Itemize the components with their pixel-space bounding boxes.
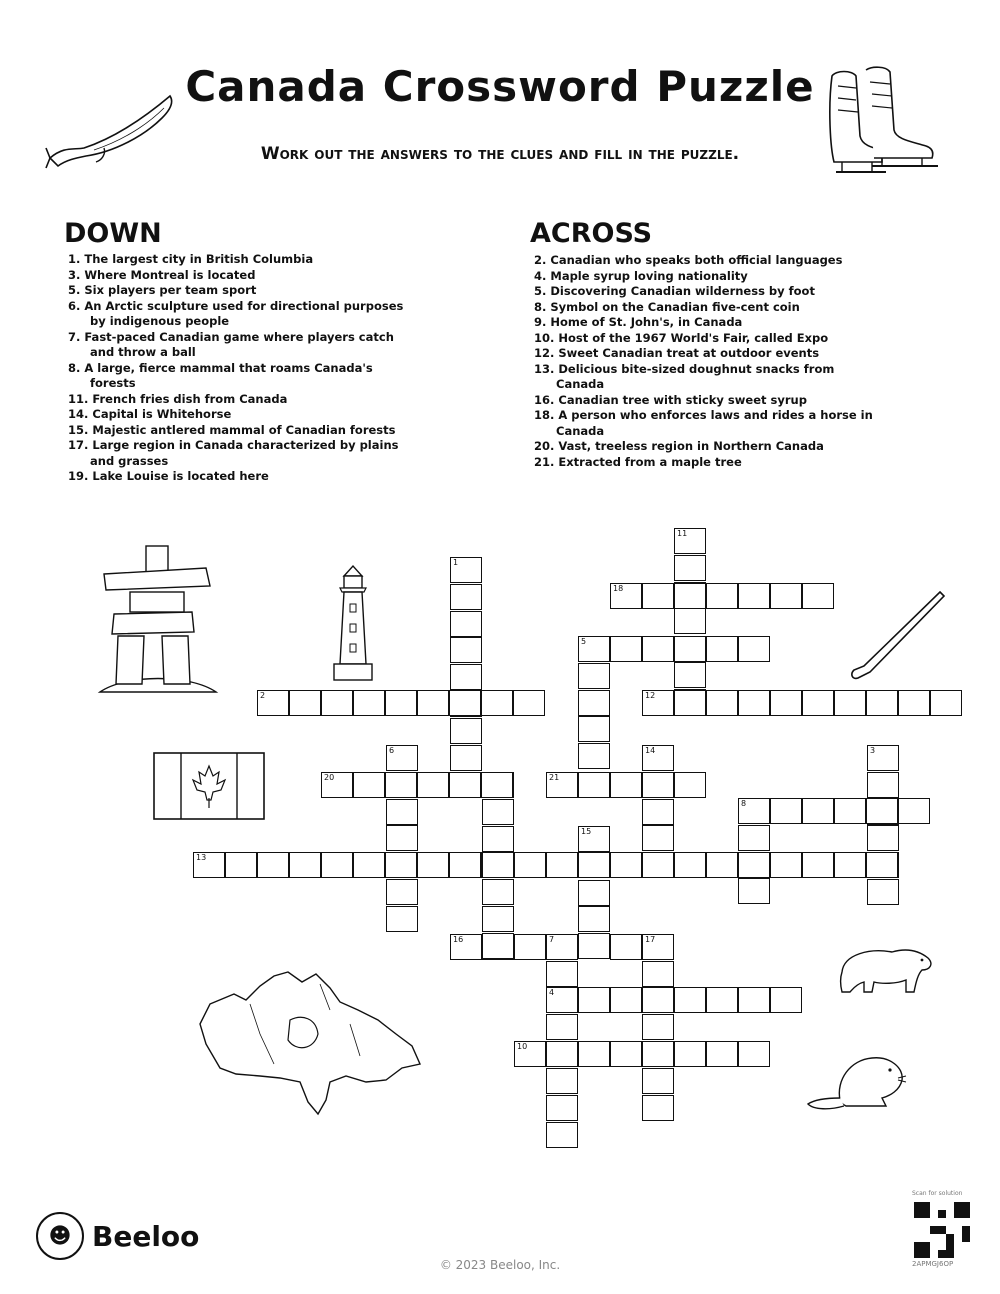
crossword-cell[interactable]	[770, 987, 802, 1013]
down-clue: 1. The largest city in British Columbia	[68, 252, 314, 266]
crossword-cell[interactable]	[514, 1041, 546, 1067]
crossword-cell[interactable]	[578, 636, 610, 662]
crossword-cell[interactable]	[257, 690, 289, 716]
crossword-cell[interactable]	[610, 583, 642, 609]
crossword-cell[interactable]	[513, 690, 545, 716]
crossword-cell[interactable]	[738, 583, 770, 609]
crossword-cell[interactable]	[898, 690, 930, 716]
crossword-cell[interactable]	[738, 690, 770, 716]
crossword-cell[interactable]	[546, 852, 578, 878]
crossword-cell[interactable]	[706, 690, 738, 716]
crossword-cell[interactable]	[802, 798, 834, 824]
crossword-cell[interactable]	[385, 772, 417, 798]
crossword-cell[interactable]	[386, 825, 418, 851]
crossword-cell[interactable]	[578, 690, 610, 716]
crossword-cell[interactable]	[610, 636, 642, 662]
cell-number: 1	[453, 558, 459, 567]
crossword-cell[interactable]	[706, 852, 738, 878]
crossword-cell[interactable]	[642, 636, 674, 662]
crossword-cell[interactable]	[449, 852, 481, 878]
crossword-cell[interactable]	[930, 690, 962, 716]
crossword-cell[interactable]	[738, 987, 770, 1013]
across-clue: 16. Canadian tree with sticky sweet syrup	[534, 392, 807, 407]
crossword-cell[interactable]	[802, 690, 834, 716]
across-clue: 4. Maple syrup loving nationality	[534, 268, 748, 283]
crossword-cell[interactable]	[674, 852, 706, 878]
cell-number: 15	[581, 827, 592, 836]
crossword-cell[interactable]	[642, 961, 674, 987]
crossword-cell[interactable]	[578, 743, 610, 769]
cell-number: 2	[260, 691, 266, 700]
crossword-cell[interactable]	[417, 690, 449, 716]
crossword-cell[interactable]	[450, 557, 482, 583]
down-clue: 3. Where Montreal is located	[68, 267, 256, 282]
crossword-cell[interactable]	[642, 772, 674, 798]
crossword-cell[interactable]	[289, 690, 321, 716]
crossword-cell[interactable]	[578, 716, 610, 742]
across-clue: 2. Canadian who speaks both official languages	[534, 253, 843, 267]
crossword-cell[interactable]	[321, 852, 353, 878]
cell-number: 10	[517, 1042, 528, 1051]
page-subtitle: Work out the answers to the clues and fill in the puzzle.	[260, 144, 740, 164]
cell-number: 21	[549, 773, 560, 782]
down-heading: DOWN	[64, 218, 162, 249]
crossword-cell[interactable]	[482, 799, 514, 825]
crossword-cell[interactable]	[642, 745, 674, 771]
crossword-cell[interactable]	[642, 1041, 674, 1067]
crossword-cell[interactable]	[546, 1122, 578, 1148]
crossword-cell[interactable]	[321, 772, 353, 798]
crossword-cell[interactable]	[898, 798, 930, 824]
crossword-cell[interactable]	[450, 584, 482, 610]
crossword-cell[interactable]	[738, 878, 770, 904]
bee-icon: ☻	[36, 1212, 84, 1260]
crossword-cell[interactable]	[610, 852, 642, 878]
qr-code-id: 2APMGJ6OP	[912, 1260, 954, 1268]
crossword-cell[interactable]	[417, 852, 449, 878]
crossword-cell[interactable]	[642, 1068, 674, 1094]
crossword-cell[interactable]	[546, 1014, 578, 1040]
crossword-cell[interactable]	[578, 1041, 610, 1067]
crossword-cell[interactable]	[481, 772, 513, 798]
crossword-cell[interactable]	[578, 933, 610, 959]
down-clue: 19. Lake Louise is located here	[68, 469, 269, 483]
down-clue: 5. Six players per team sport	[68, 283, 257, 297]
crossword-cell[interactable]	[546, 961, 578, 987]
cell-number: 18	[613, 584, 624, 593]
crossword-cell[interactable]	[482, 826, 514, 852]
across-clue: 12. Sweet Canadian treat at outdoor events	[534, 346, 820, 360]
crossword-cell[interactable]	[867, 745, 899, 771]
down-clue: 14. Capital is Whitehorse	[68, 407, 232, 421]
crossword-cell[interactable]	[289, 852, 321, 878]
crossword-cell[interactable]	[674, 636, 706, 662]
crossword-cell[interactable]	[450, 611, 482, 637]
across-clue: 13. Delicious bite-sized doughnut snacks from Canada	[534, 361, 835, 391]
crossword-cell[interactable]	[449, 690, 481, 716]
crossword-cell[interactable]	[257, 852, 289, 878]
crossword-cell[interactable]	[642, 825, 674, 851]
cell-number: 6	[389, 746, 395, 755]
crossword-cell[interactable]	[450, 934, 482, 960]
crossword-cell[interactable]	[450, 718, 482, 744]
down-clue: 6. An Arctic sculpture used for directional purposes by indigenous people	[68, 298, 404, 328]
crossword-cell[interactable]	[834, 852, 866, 878]
cell-number: 7	[549, 935, 555, 944]
cell-number: 5	[581, 637, 587, 646]
crossword-cell[interactable]	[770, 583, 802, 609]
crossword-cell[interactable]	[546, 1095, 578, 1121]
crossword-cell[interactable]	[867, 879, 899, 905]
crossword-cell[interactable]	[482, 852, 514, 878]
crossword-cell[interactable]	[674, 772, 706, 798]
crossword-cell[interactable]	[802, 583, 834, 609]
crossword-cell[interactable]	[449, 772, 481, 798]
crossword-cell[interactable]	[578, 826, 610, 852]
crossword-cell[interactable]	[482, 906, 514, 932]
crossword-cell[interactable]	[867, 772, 899, 798]
crossword-cell[interactable]	[674, 583, 706, 609]
crossword-cell[interactable]	[386, 906, 418, 932]
crossword-cell[interactable]	[385, 852, 417, 878]
crossword-cell[interactable]	[481, 690, 513, 716]
across-clue: 5. Discovering Canadian wilderness by foot	[534, 284, 815, 298]
crossword-cell[interactable]	[642, 583, 674, 609]
cell-number: 3	[870, 746, 876, 755]
crossword-cell[interactable]	[193, 852, 225, 878]
page-title: Canada Crossword Puzzle	[185, 62, 815, 111]
crossword-cell[interactable]	[386, 879, 418, 905]
crossword-cell[interactable]	[802, 852, 834, 878]
across-clue: 9. Home of St. John's, in Canada	[534, 315, 743, 329]
crossword-cell[interactable]	[642, 934, 674, 960]
crossword-cell[interactable]	[482, 933, 514, 959]
crossword-cell[interactable]	[578, 987, 610, 1013]
crossword-cell[interactable]	[674, 690, 706, 716]
cell-number: 11	[677, 529, 688, 538]
cell-number: 16	[453, 935, 464, 944]
qr-code-icon[interactable]	[914, 1202, 970, 1258]
crossword-cell[interactable]	[642, 987, 674, 1013]
across-clue: 18. A person who enforces laws and rides a horse in Canada	[534, 408, 873, 438]
crossword-cell[interactable]	[353, 852, 385, 878]
across-clue: 10. Host of the 1967 World's Fair, called Expo	[534, 330, 829, 345]
crossword-cell[interactable]	[770, 798, 802, 824]
crossword-cell[interactable]	[514, 852, 546, 878]
crossword-cell[interactable]	[706, 987, 738, 1013]
copyright: © 2023 Beeloo, Inc.	[439, 1258, 561, 1272]
crossword-cell[interactable]	[225, 852, 257, 878]
cell-number: 20	[324, 773, 335, 782]
down-clue: 7. Fast-paced Canadian game where players catch and throw a ball	[68, 329, 394, 359]
crossword-cell[interactable]	[674, 1041, 706, 1067]
crossword-cell[interactable]	[482, 879, 514, 905]
crossword-cell[interactable]	[578, 906, 610, 932]
cell-number: 12	[645, 691, 656, 700]
cell-number: 8	[741, 799, 747, 808]
crossword-cell[interactable]	[706, 583, 738, 609]
crossword-cell[interactable]	[706, 636, 738, 662]
down-clue: 11. French fries dish from Canada	[68, 391, 288, 406]
cell-number: 14	[645, 746, 656, 755]
crossword-cell[interactable]	[546, 772, 578, 798]
crossword-cell[interactable]	[834, 798, 866, 824]
crossword-cell[interactable]	[546, 1068, 578, 1094]
crossword-cell[interactable]	[450, 664, 482, 690]
down-clue: 8. A large, fierce mammal that roams Canada's forests	[68, 360, 373, 390]
crossword-cell[interactable]	[866, 690, 898, 716]
across-clue: 21. Extracted from a maple tree	[534, 454, 742, 469]
crossword-cell[interactable]	[450, 637, 482, 663]
down-clue: 17. Large region in Canada characterized by plains and grasses	[68, 438, 399, 468]
crossword-cell[interactable]	[578, 772, 610, 798]
cell-number: 4	[549, 988, 555, 997]
crossword-cell[interactable]	[578, 663, 610, 689]
crossword-cell[interactable]	[386, 745, 418, 771]
crossword-cell[interactable]	[738, 798, 770, 824]
crossword-cell[interactable]	[321, 690, 353, 716]
cell-number: 13	[196, 853, 207, 862]
crossword-cell[interactable]	[674, 608, 706, 634]
across-clue: 20. Vast, treeless region in Northern Canada	[534, 439, 824, 453]
crossword-cell[interactable]	[642, 852, 674, 878]
crossword-cell[interactable]	[386, 799, 418, 825]
crossword-cell[interactable]	[450, 745, 482, 771]
crossword-cell[interactable]	[674, 987, 706, 1013]
crossword-cell[interactable]	[578, 852, 610, 878]
crossword-cell[interactable]	[642, 799, 674, 825]
cell-number: 17	[645, 935, 656, 944]
brand-logo	[36, 1212, 199, 1260]
crossword-cell[interactable]	[738, 825, 770, 851]
down-clue: 15. Majestic antlered mammal of Canadian forests	[68, 422, 396, 437]
crossword-cell[interactable]	[578, 880, 610, 906]
crossword-cell[interactable]	[353, 772, 385, 798]
across-heading: ACROSS	[530, 218, 653, 249]
crossword-cell[interactable]	[642, 690, 674, 716]
crossword-cell[interactable]	[546, 934, 578, 960]
across-clue: 8. Symbol on the Canadian five-cent coin	[534, 299, 800, 314]
crossword-cell[interactable]	[738, 1041, 770, 1067]
crossword-cell[interactable]	[353, 690, 385, 716]
crossword-cell[interactable]	[610, 772, 642, 798]
crossword-cell[interactable]	[674, 662, 706, 688]
qr-caption: Scan for solution	[912, 1190, 963, 1197]
crossword-cell[interactable]	[546, 987, 578, 1013]
crossword-cell[interactable]	[738, 636, 770, 662]
crossword-cell[interactable]	[610, 1041, 642, 1067]
crossword-cell[interactable]	[706, 1041, 738, 1067]
crossword-cell[interactable]	[834, 690, 866, 716]
crossword-cell[interactable]	[546, 1041, 578, 1067]
crossword-cell[interactable]	[866, 852, 898, 878]
crossword-cell[interactable]	[642, 1014, 674, 1040]
crossword-cell[interactable]	[738, 852, 770, 878]
crossword-cell[interactable]	[770, 690, 802, 716]
crossword-cell[interactable]	[867, 825, 899, 851]
crossword-cell[interactable]	[514, 934, 546, 960]
crossword-cell[interactable]	[385, 690, 417, 716]
brand-name: Beeloo	[92, 1219, 200, 1253]
crossword-cell[interactable]	[674, 528, 706, 554]
crossword-cell[interactable]	[770, 852, 802, 878]
crossword-cell[interactable]	[610, 934, 642, 960]
crossword-cell[interactable]	[642, 1095, 674, 1121]
crossword-cell[interactable]	[610, 987, 642, 1013]
crossword-cell[interactable]	[866, 798, 898, 824]
crossword-cell[interactable]	[674, 555, 706, 581]
crossword-cell[interactable]	[417, 772, 449, 798]
